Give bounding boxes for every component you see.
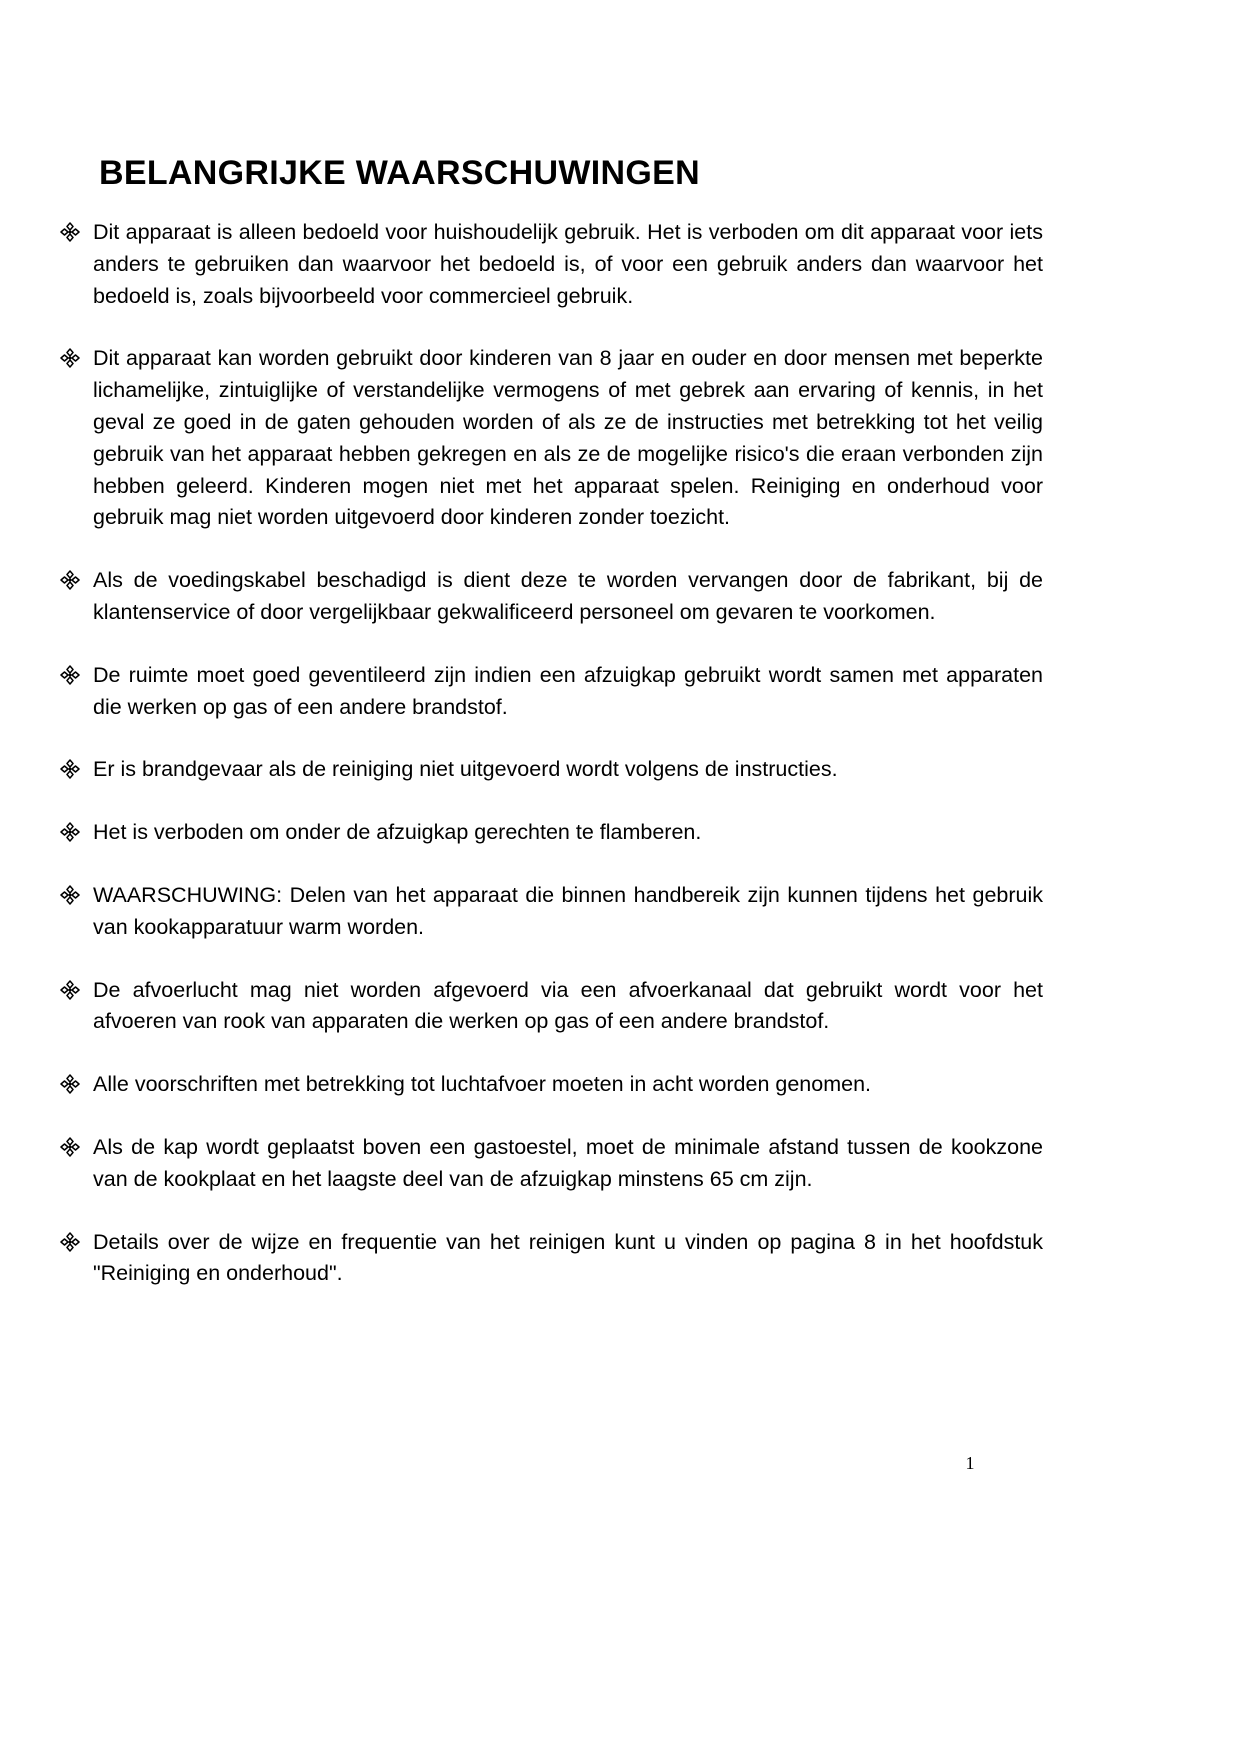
four-diamond-bullet-icon xyxy=(60,822,80,842)
warning-text: Details over de wijze en frequentie van het reinigen kunt u vinden op pagina 8 in het hoofdstuk "Reiniging en onderhoud". xyxy=(93,1229,1043,1286)
warning-item xyxy=(60,1069,1043,1101)
warning-text: WAARSCHUWING: Delen van het apparaat die binnen handbereik zijn kunnen tijdens het gebruik van kookapparatuur warm worden. xyxy=(93,882,1043,939)
four-diamond-bullet-icon xyxy=(60,570,80,590)
warning-item xyxy=(60,1132,1043,1196)
four-diamond-bullet-icon xyxy=(60,980,80,1000)
warning-text: Er is brandgevaar als de reiniging niet uitgevoerd wordt volgens de instructies. xyxy=(93,757,838,782)
four-diamond-bullet-icon xyxy=(60,759,80,779)
page-title: BELANGRIJKE WAARSCHUWINGEN xyxy=(99,154,700,192)
warning-item xyxy=(60,880,1043,944)
warning-item xyxy=(60,565,1043,629)
four-diamond-bullet-icon xyxy=(60,1137,80,1157)
warning-text: De afvoerlucht mag niet worden afgevoerd via een afvoerkanaal dat gebruikt wordt voor het afvoeren van rook van apparaten die werken op gas of een andere brandstof. xyxy=(93,977,1043,1034)
warning-text: Het is verboden om onder de afzuigkap gerechten te flamberen. xyxy=(93,820,702,845)
warning-text: Als de kap wordt geplaatst boven een gastoestel, moet de minimale afstand tussen de kookzone van de kookplaat en het laagste deel van de afzuigkap minstens 65 cm zijn. xyxy=(93,1134,1043,1191)
four-diamond-bullet-icon xyxy=(60,665,80,685)
four-diamond-bullet-icon xyxy=(60,1232,80,1252)
warning-text: Als de voedingskabel beschadigd is dient deze te worden vervangen door de fabrikant, bij de klantenservice of door vergelijkbaar gekwalificeerd personeel om gevaren te voorkomen. xyxy=(93,568,1043,624)
warning-item xyxy=(60,217,1043,312)
warning-item xyxy=(60,343,1043,534)
warning-text: De ruimte moet goed geventileerd zijn indien een afzuigkap gebruikt wordt samen met apparaten die werken op gas of een andere brandstof. xyxy=(93,662,1043,719)
warning-item xyxy=(60,1227,1043,1291)
page-number: 1 xyxy=(965,1453,975,1473)
warning-list xyxy=(60,217,1043,1321)
four-diamond-bullet-icon xyxy=(60,348,80,368)
four-diamond-bullet-icon xyxy=(60,885,80,905)
warning-text: Dit apparaat kan worden gebruikt door kinderen van 8 jaar en ouder en door mensen met beperkte lichamelijke, zintuiglijke of verstandelijke vermogens of met gebrek aan ervaring of kennis, in het geval ze goed in de gaten gehouden worden of als ze de instructies met betrekking tot het veilig gebruik van het apparaat hebben gekregen en als ze de mogelijke risico's die eraan verbonden zijn hebben geleerd. Kinderen mogen niet met het apparaat spelen. Reiniging en onderhoud voor gebruik mag niet worden uitgevoerd door kinderen zonder toezicht. xyxy=(93,346,1043,530)
warning-text: Dit apparaat is alleen bedoeld voor huishoudelijk gebruik. Het is verboden om dit apparaat voor iets anders te gebruiken dan waarvoor het bedoeld is, of voor een gebruik anders dan waarvoor het bedoeld is, zoals bijvoorbeeld voor commercieel gebruik. xyxy=(93,220,1043,308)
warning-item xyxy=(60,660,1043,724)
warning-item xyxy=(60,754,1043,786)
four-diamond-bullet-icon xyxy=(60,222,80,242)
warning-item xyxy=(60,975,1043,1039)
four-diamond-bullet-icon xyxy=(60,1074,80,1094)
warning-text: Alle voorschriften met betrekking tot luchtafvoer moeten in acht worden genomen. xyxy=(93,1072,871,1097)
warning-item xyxy=(60,817,1043,849)
